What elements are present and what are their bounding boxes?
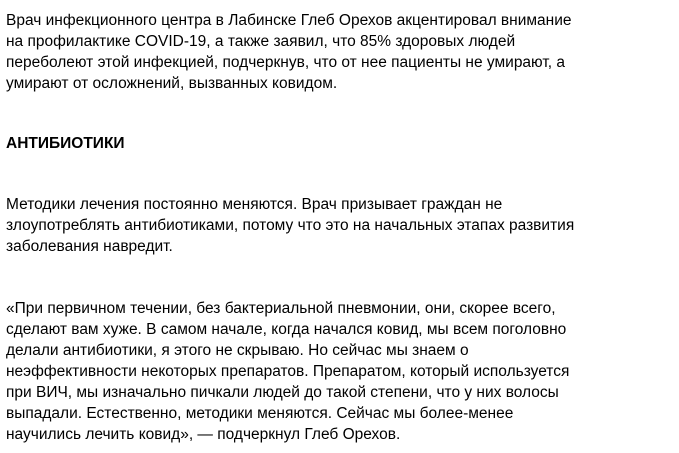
paragraph-quote: «При первичном течении, без бактериальной пневмонии, они, скорее всего, сделают вам хуже. В самом начале, когда начался ковид, мы всем поголовно делали антибиотики, я этого не скрываю. Но сейчас мы знаем о неэффективности некоторых препаратов. Препаратом, который используется при ВИЧ, мы изначально пичкали людей до такой степени, что у них волосы выпадали. Естественно, методики меняются. Сейчас мы более-менее научились лечить ковид», — подчеркнул Глеб Орехов.	[6, 300, 570, 443]
paragraph-intro: Врач инфекционного центра в Лабинске Глеб Орехов акцентировал внимание на профилактике COVID-19, а также заявил, что 85% здоровых людей переболеют этой инфекцией, подчеркнув, что от нее пациенты не умирают, а умирают от осложнений, вызванных ковидом.	[6, 12, 572, 92]
paragraph-methods: Методики лечения постоянно меняются. Врач призывает граждан не злоупотреблять антибиотиками, потому что это на начальных этапах развития заболевания навредит.	[6, 196, 575, 255]
section-heading-antibiotics: АНТИБИОТИКИ	[6, 135, 125, 152]
